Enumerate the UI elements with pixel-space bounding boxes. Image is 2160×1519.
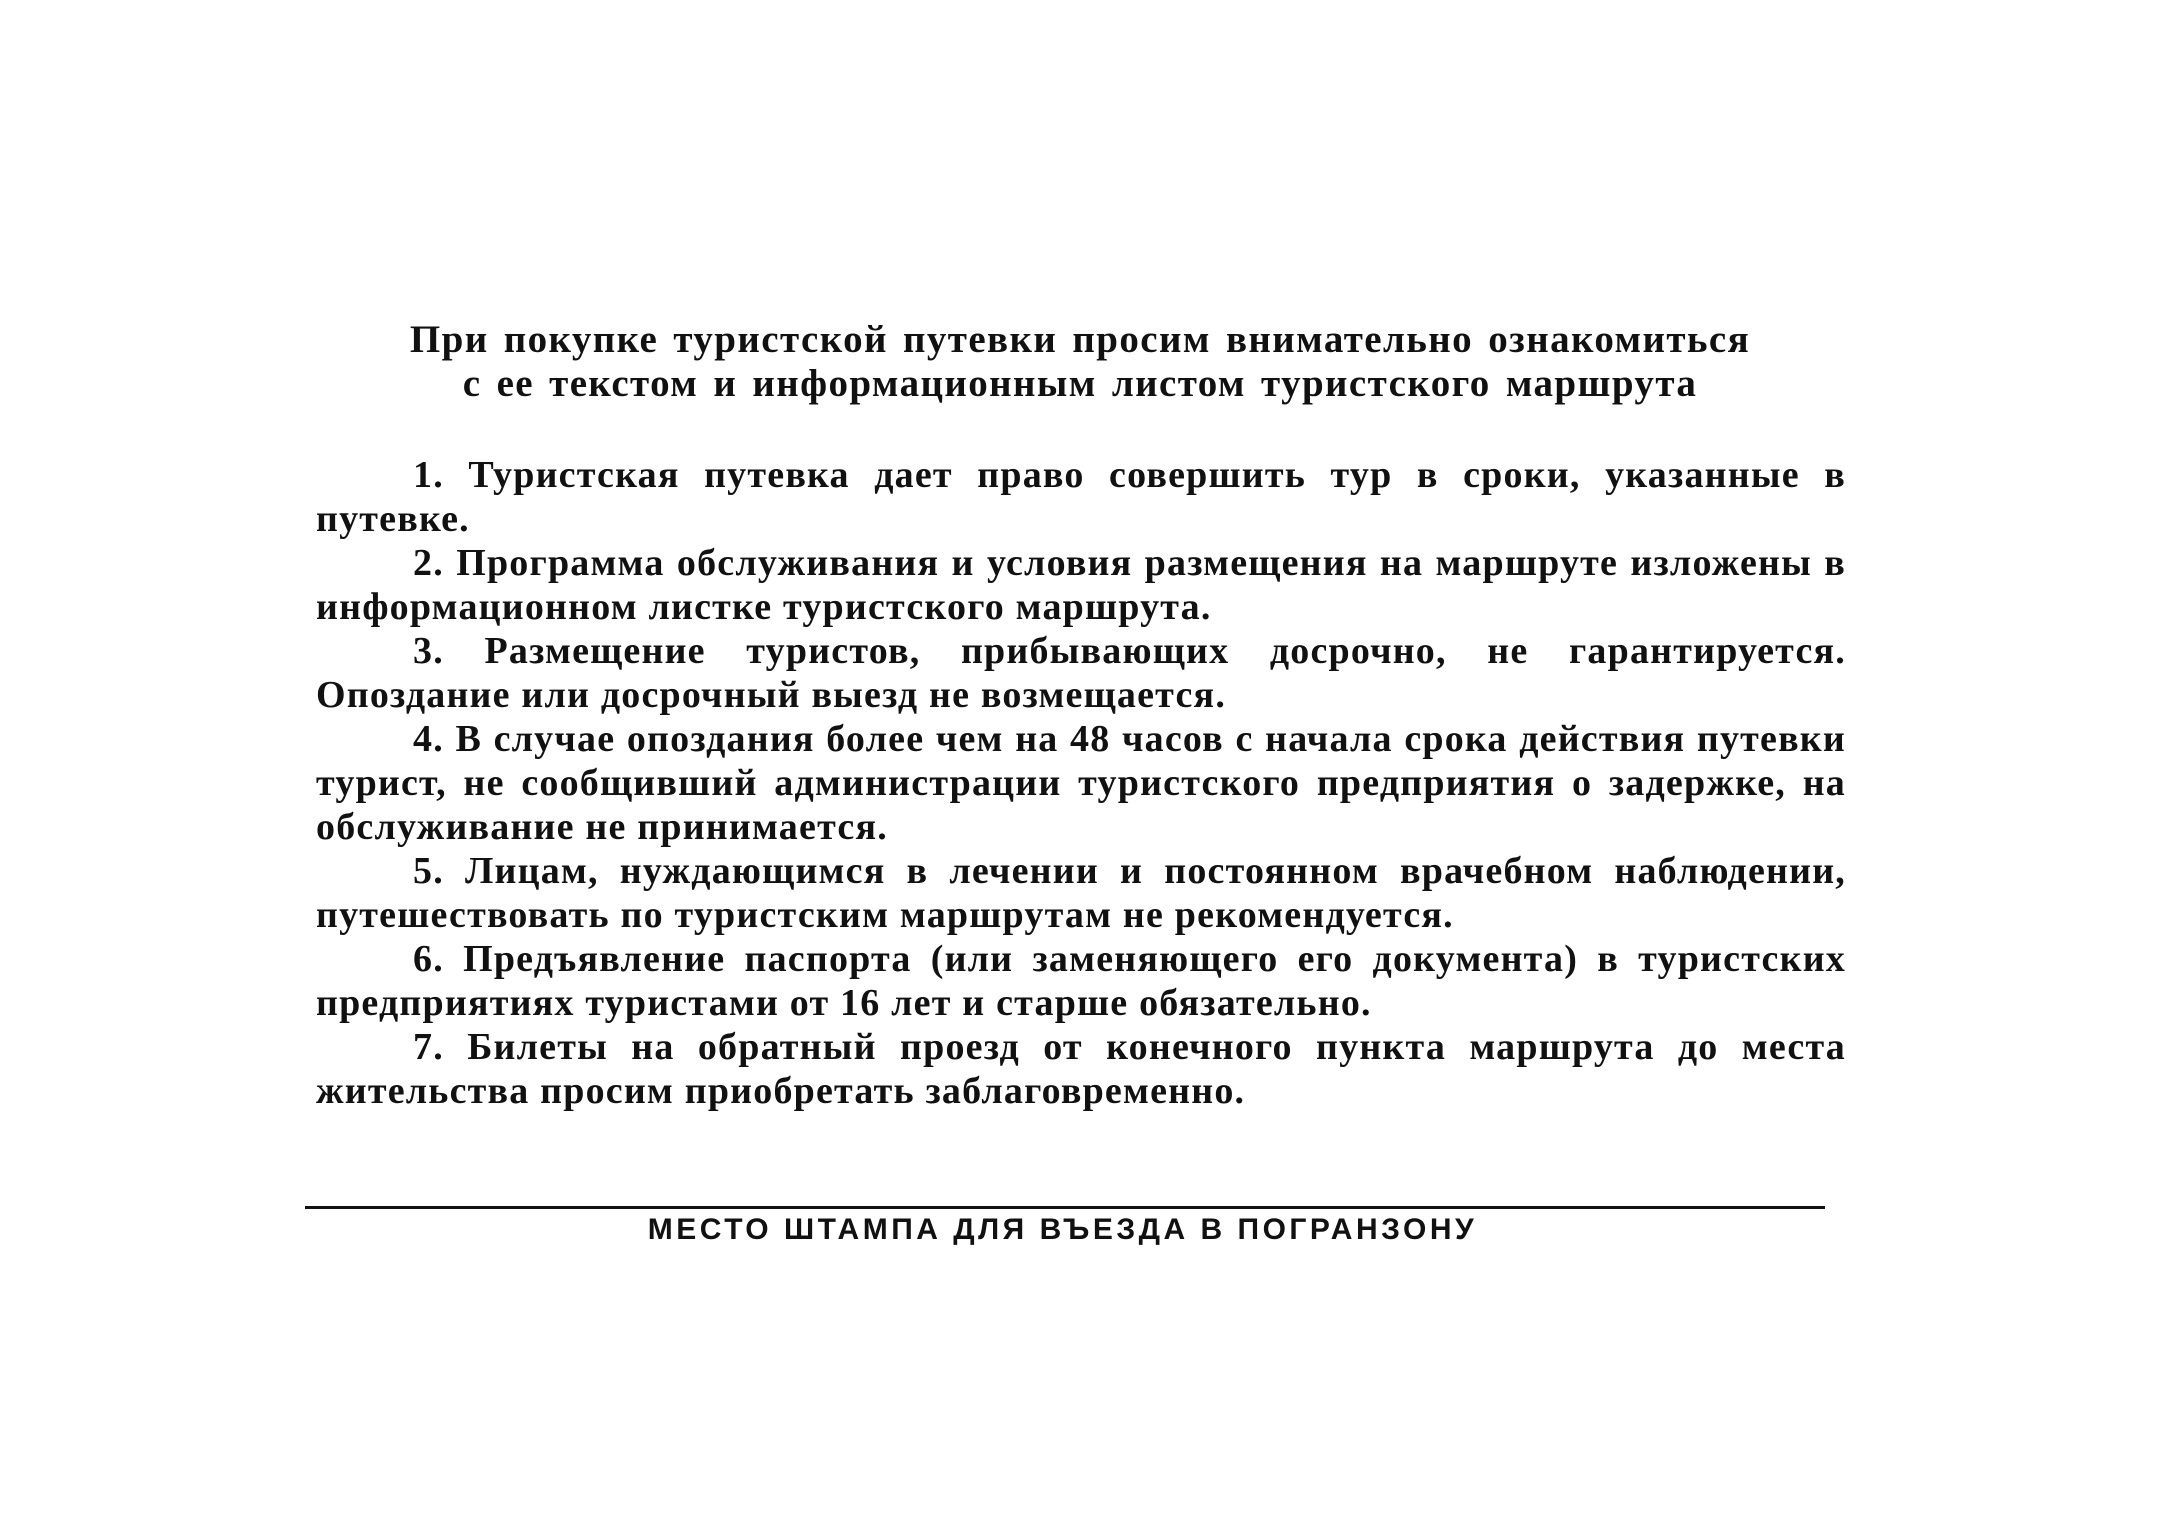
heading-line-2: с ее текстом и информационным листом туристского маршрута [462, 362, 1698, 405]
clause-5: 5. Лицам, нуждающимся в лечении и постоянном врачебном наблюдении, путешествовать по туристским маршрутам не рекомендуется. [316, 850, 1846, 936]
clause-1: 1. Туристская путевка дает право совершить тур в сроки, указанные в путевке. [316, 454, 1846, 540]
stamp-divider-line [305, 1206, 1825, 1209]
clause-4: 4. В случае опоздания более чем на 48 часов с начала срока действия путевки турист, не сообщивший администрации туристского предприятия о задержке, на обслуживание не принимается. [316, 718, 1846, 848]
stamp-area-label: МЕСТО ШТАМПА ДЛЯ ВЪЕЗДА В ПОГРАНЗОНУ [647, 1213, 1478, 1246]
clause-7: 7. Билеты на обратный проезд от конечного пункта маршрута до места жительства просим приобретать заблаговременно. [316, 1026, 1846, 1112]
clause-2: 2. Программа обслуживания и условия размещения на маршруте изложены в информационном листке туристского маршрута. [316, 542, 1846, 628]
clause-6: 6. Предъявление паспорта (или заменяющего его документа) в туристских предприятиях туристами от 16 лет и старше обязательно. [316, 938, 1846, 1024]
clause-3: 3. Размещение туристов, прибывающих досрочно, не гарантируется. Опоздание или досрочный выезд не возмещается. [316, 630, 1846, 716]
heading-line-1: При покупке туристской путевки просим внимательно ознакомиться [409, 318, 1751, 361]
document-heading [300, 318, 1860, 406]
clauses-list [316, 453, 1846, 1113]
